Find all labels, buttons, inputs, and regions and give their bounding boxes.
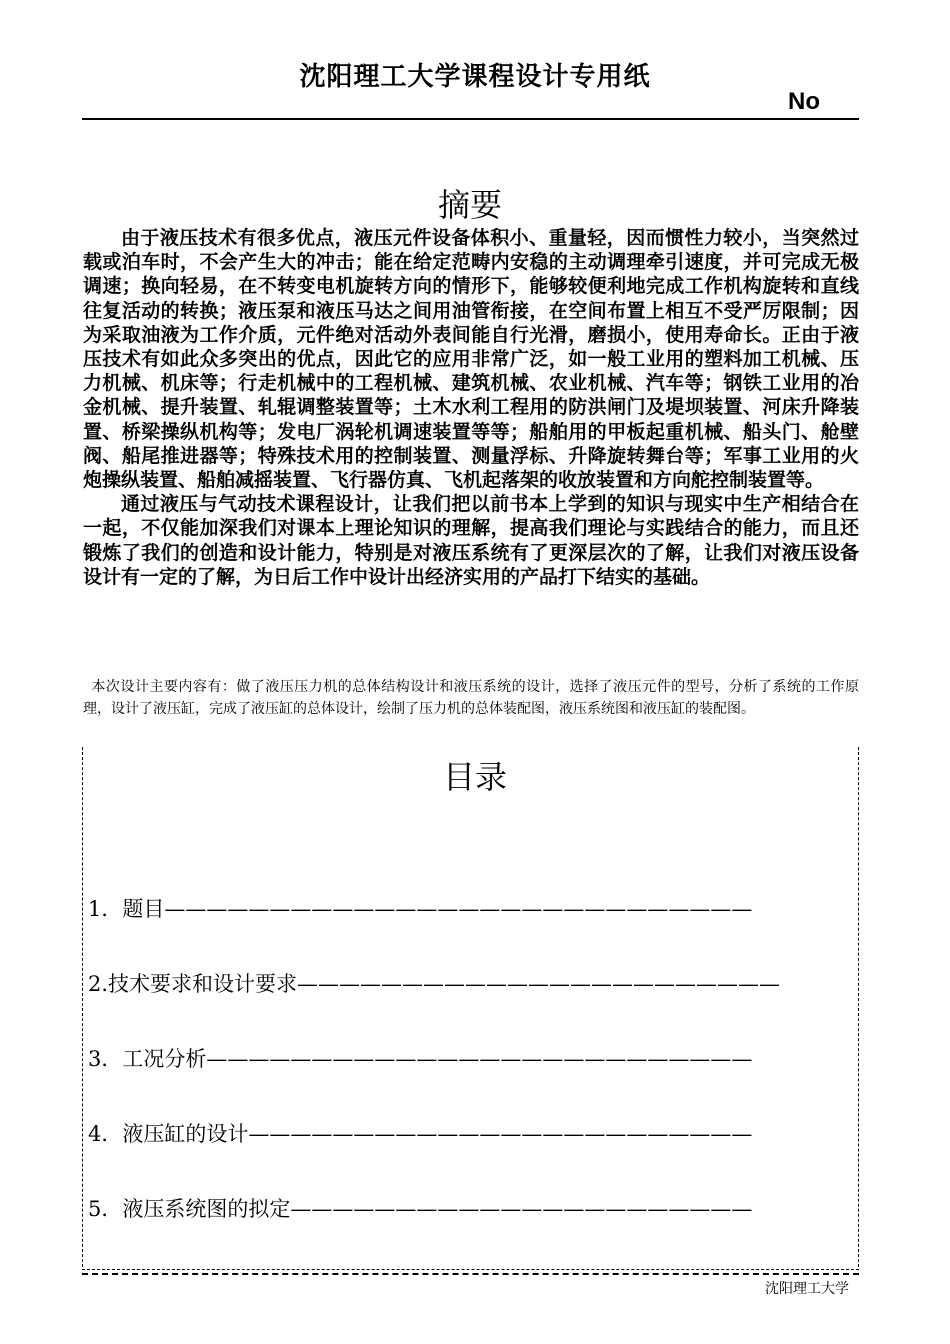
footer-university-name: 沈阳理工大学 [765, 1282, 849, 1297]
header-divider [82, 118, 859, 120]
toc-heading: 目录 [442, 758, 507, 796]
abstract-paragraph: 由于液压技术有很多优点，液压元件设备体积小、重量轻，因而惯性力较小，当突然过载或泊车时，不会产生大的冲击；能在给定范畴内安稳的主动调理牵引速度，并可完成无极调速；换向轻易，在不转变电机旋转方向的情形下，能够较便利地完成工作机构旋转和直线往复活动的转换；液压泵和液压马达之间用油管衔接，在空间布置上相互不受严厉限制；因为采取油液为工作介质，元件绝对活动外表间能自行光滑，磨损小，使用寿命长。正由于液压技术有如此众多突出的优点，因此它的应用非常广泛，如一般工业用的塑料加工机械、压力机械、机床等；行走机械中的工程机械、建筑机械、农业机械、汽车等；钢铁工业用的冶金机械、提升装置、轧辊调整装置等；土木水利工程用的防洪闸门及堤坝装置、河床升降装置、桥梁操纵机构等；发电厂涡轮机调速装置等等；船舶用的甲板起重机械、船头门、舱壁阀、船尾推进器等；特殊技术用的控制装置、测量浮标、升降旋转舞台等；军事工业用的火炮操纵装置、船舶减摇装置、飞行器仿真、飞机起落架的收放装置和方向舵控制装置等。 [83, 227, 859, 492]
toc-frame [82, 747, 859, 1267]
toc-item: 3．工况分析—————————————————————————— [88, 1047, 753, 1071]
abstract-heading: 摘要 [437, 186, 502, 224]
footer-divider-thin [82, 1269, 859, 1270]
abstract-body [83, 226, 859, 589]
abstract-summary-text: 本次设计主要内容有：做了液压压力机的总体结构设计和液压系统的设计，选择了液压元件的型号，分析了系统的工作原理，设计了液压缸，完成了液压缸的总体设计，绘制了压力机的总体装配图，液压系统图和液压缸的装配图。 [83, 680, 859, 717]
page-number-label: No [788, 88, 820, 115]
toc-item: 4．液压缸的设计———————————————————————— [88, 1122, 753, 1146]
toc-item: 1．题目———————————————————————————— [88, 897, 753, 921]
page-header-title: 沈阳理工大学课程设计专用纸 [299, 62, 651, 92]
abstract-summary [83, 677, 859, 720]
footer-divider-thick [82, 1273, 859, 1275]
toc-item: 5．液压系统图的拟定—————————————————————— [88, 1197, 753, 1221]
toc-item: 2.技术要求和设计要求——————————————————————— [88, 972, 781, 996]
abstract-paragraph: 通过液压与气动技术课程设计，让我们把以前书本上学到的知识与现实中生产相结合在一起，不仅能加深我们对课本上理论知识的理解，提高我们理论与实践结合的能力，而且还锻炼了我们的创造和设计能力，特别是对液压系统有了更深层次的了解，让我们对液压设备设计有一定的了解，为日后工作中设计出经济实用的产品打下结实的基础。 [83, 493, 859, 588]
